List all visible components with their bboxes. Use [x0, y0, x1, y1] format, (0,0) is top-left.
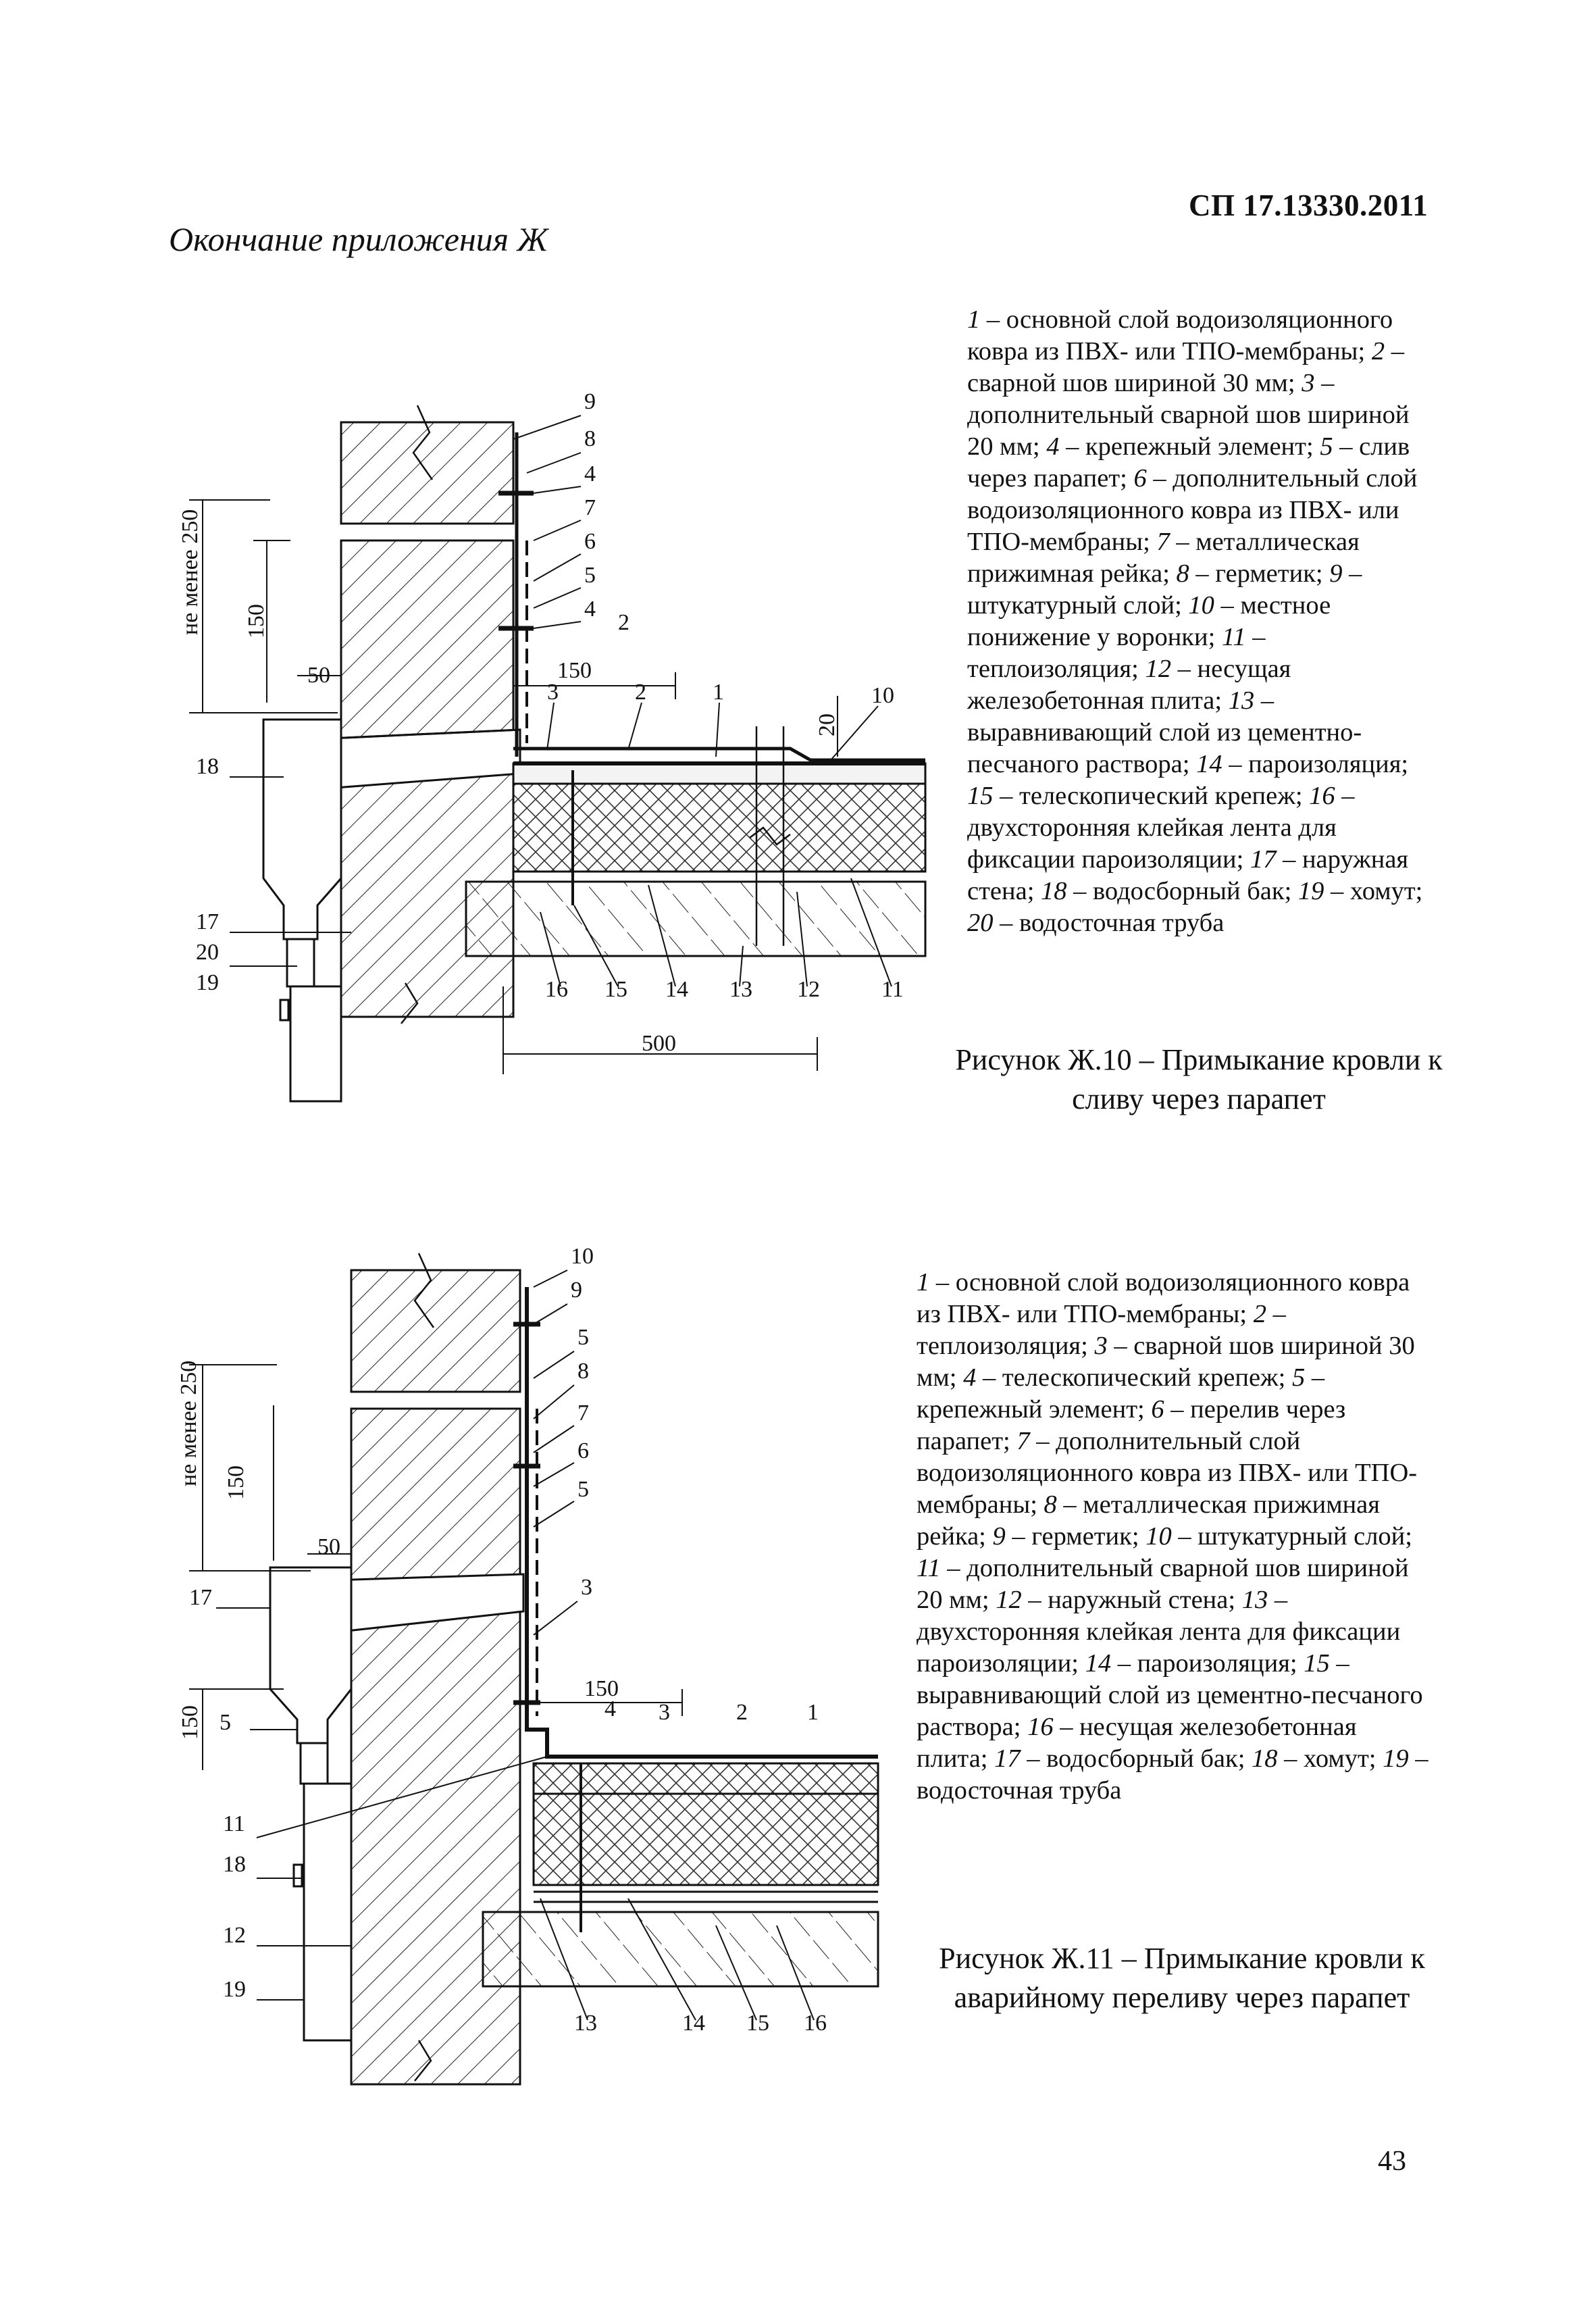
callout: 11	[223, 1811, 245, 1836]
callout: 14	[665, 977, 688, 1002]
callout: 6	[584, 529, 596, 554]
appendix-title: Окончание приложения Ж	[169, 220, 548, 258]
legend-text: – крепежный элемент;	[917, 1363, 1325, 1424]
legend-text: – водосточная труба	[993, 909, 1225, 937]
callout: 19	[223, 1977, 246, 2002]
legend-text: – телескопический крепеж;	[993, 782, 1310, 810]
callout: 13	[574, 2011, 597, 2036]
figure-2-geometry	[270, 1253, 878, 2084]
dim-d500: 500	[642, 1031, 676, 1056]
callout: 19	[196, 970, 219, 995]
legend-number: 11	[1221, 623, 1246, 651]
legend-number: 14	[1196, 750, 1222, 778]
callout: 16	[545, 977, 568, 1002]
legend-text: – местное понижение у воронки;	[967, 591, 1331, 651]
legend-number: 14	[1085, 1649, 1112, 1678]
legend-text: – дополнительный сварной шов шириной 20 мм;	[967, 369, 1410, 461]
legend-text: – штукатурный слой;	[1171, 1522, 1412, 1551]
legend-number: 17	[994, 1744, 1021, 1773]
legend-text: – водосборный бак;	[1020, 1744, 1252, 1773]
legend-text: – пароизоляция;	[1111, 1649, 1304, 1678]
callout: 12	[223, 1923, 246, 1948]
callout: 15	[746, 2011, 769, 2036]
legend-text: – двухсторонняя клейкая лента для фиксации пароизоляции;	[967, 782, 1355, 874]
callout: 4	[584, 597, 596, 622]
legend-text: – хомут;	[1277, 1744, 1383, 1773]
callout: 5	[577, 1325, 589, 1350]
callout: 6	[577, 1438, 589, 1463]
legend-text: – хомут;	[1324, 877, 1423, 905]
legend-text: – водосточная труба	[917, 1744, 1428, 1805]
callout: 18	[196, 754, 219, 779]
legend-number: 4	[1046, 432, 1060, 461]
legend-number: 16	[1027, 1713, 1054, 1741]
callout: 9	[584, 389, 596, 414]
dim-d20: 20	[815, 713, 840, 736]
callout: 20	[196, 940, 219, 965]
legend-number: 3	[1094, 1332, 1108, 1360]
legend-text: – телескопический крепеж;	[976, 1363, 1292, 1392]
figure-2-legend	[917, 1267, 1433, 1807]
dim-d50: 50	[307, 663, 330, 688]
legend-number: 5	[1320, 432, 1333, 461]
legend-number: 11	[917, 1554, 941, 1582]
legend-text: – основной слой водоизоляционного ковра из ПВХ- или ТПО-мембраны;	[917, 1268, 1410, 1328]
legend-number: 12	[1145, 655, 1171, 683]
dim-d50: 50	[317, 1534, 340, 1559]
legend-number: 20	[967, 909, 994, 937]
legend-number: 7	[1156, 528, 1170, 556]
legend-number: 13	[1228, 686, 1255, 715]
legend-text: – дополнительный слой водоизоляционного ковра из ПВХ- или ТПО-мембраны;	[917, 1427, 1418, 1519]
callout: 5	[577, 1477, 589, 1502]
callout: 10	[571, 1244, 594, 1269]
legend-number: 10	[1188, 591, 1214, 620]
legend-number: 16	[1309, 782, 1335, 810]
callout: 8	[584, 426, 596, 451]
legend-number: 18	[1252, 1744, 1278, 1773]
legend-text: – двухсторонняя клейкая лента для фиксации пароизоляции;	[917, 1586, 1401, 1678]
callout: 17	[189, 1585, 212, 1610]
callout: 5	[584, 563, 596, 588]
figure-1-legend	[967, 304, 1426, 939]
legend-number: 12	[996, 1586, 1022, 1614]
legend-number: 6	[1151, 1395, 1164, 1424]
legend-text: – перелив через парапет;	[917, 1395, 1346, 1455]
legend-text: – сварной шов шириной 30 мм;	[967, 337, 1404, 397]
legend-text: – выравнивающий слой из цементно-песчаного раствора;	[967, 686, 1362, 778]
legend-text: – металлическая прижимная рейка;	[917, 1490, 1380, 1551]
callout: 4	[584, 461, 596, 486]
legend-text: – пароизоляция;	[1222, 750, 1409, 778]
callout: 8	[577, 1359, 589, 1384]
dim-d150b: 150	[178, 1705, 203, 1740]
callout: 7	[584, 495, 596, 520]
legend-number: 19	[1297, 877, 1324, 905]
callout: 10	[871, 683, 894, 708]
legend-text: – выравнивающий слой из цементно-песчаного раствора;	[917, 1649, 1423, 1741]
callout: 12	[797, 977, 820, 1002]
callout: 13	[729, 977, 752, 1002]
legend-number: 13	[1241, 1586, 1268, 1614]
callout: 7	[577, 1401, 589, 1426]
legend-text: – крепежный элемент;	[1059, 432, 1320, 461]
legend-text: – несущая железобетонная плита;	[967, 655, 1291, 715]
legend-number: 1	[967, 305, 981, 334]
legend-number: 10	[1145, 1522, 1172, 1551]
legend-number: 2	[1371, 337, 1385, 366]
legend-text: – теплоизоляция;	[967, 623, 1266, 683]
page-number: 43	[1378, 2146, 1406, 2177]
dim-d250: не менее 250	[176, 1360, 201, 1486]
dim-d150c: 150	[584, 1676, 619, 1701]
legend-text: – водосборный бак;	[1066, 877, 1298, 905]
legend-text: – наружная стена;	[967, 845, 1409, 905]
legend-number: 4	[963, 1363, 977, 1392]
document-code: СП 17.13330.2011	[1189, 188, 1428, 222]
dim-d150b: 150	[557, 658, 592, 683]
legend-number: 7	[1016, 1427, 1030, 1455]
legend-number: 1	[917, 1268, 930, 1297]
legend-text: – герметик;	[1005, 1522, 1146, 1551]
legend-text: – металлическая прижимная рейка;	[967, 528, 1360, 588]
callout: 3	[659, 1700, 670, 1725]
callout: 5	[220, 1710, 231, 1735]
legend-number: 2	[1253, 1300, 1266, 1328]
legend-text: – теплоизоляция;	[917, 1300, 1286, 1360]
callout: 14	[682, 2011, 705, 2036]
figure-2-caption: Рисунок Ж.11 – Примыкание кровли к аварийному переливу через парапет	[939, 1942, 1425, 2014]
callout: 3	[547, 680, 559, 705]
callout: 1	[807, 1700, 819, 1725]
legend-text: – несущая железобетонная плита;	[917, 1713, 1357, 1773]
legend-number: 9	[992, 1522, 1006, 1551]
legend-number: 15	[967, 782, 994, 810]
legend-text: – дополнительный слой водоизоляционного ковра из ПВХ- или ТПО-мембраны;	[967, 464, 1418, 556]
legend-text: – дополнительный сварной шов шириной 20 мм;	[917, 1554, 1409, 1614]
legend-text: – сварной шов шириной 30 мм;	[917, 1332, 1415, 1392]
dim-d150: 150	[224, 1465, 249, 1500]
callout: 15	[604, 977, 627, 1002]
callout: 2	[635, 680, 646, 705]
legend-number: 8	[1176, 559, 1189, 588]
callout: 2	[618, 610, 629, 635]
legend-number: 15	[1304, 1649, 1330, 1678]
callout: 3	[581, 1575, 592, 1600]
dim-d250: не менее 250	[178, 509, 203, 635]
callout: 18	[223, 1852, 246, 1877]
callout: 9	[571, 1278, 582, 1303]
callout: 17	[196, 909, 219, 934]
callout: 11	[881, 977, 904, 1002]
legend-number: 6	[1133, 464, 1147, 493]
legend-text: – наружный стена;	[1021, 1586, 1242, 1614]
figure-1-caption: Рисунок Ж.10 – Примыкание кровли к сливу через парапет	[955, 1043, 1443, 1115]
callout: 4	[604, 1696, 616, 1721]
legend-number: 18	[1041, 877, 1067, 905]
legend-number: 3	[1302, 369, 1315, 397]
legend-text: – герметик;	[1189, 559, 1330, 588]
legend-text: – штукатурный слой;	[967, 559, 1362, 620]
legend-text: – основной слой водоизоляционного ковра из ПВХ- или ТПО-мембраны;	[967, 305, 1393, 366]
dim-d150: 150	[244, 604, 269, 638]
legend-number: 19	[1383, 1744, 1409, 1773]
legend-text: – слив через парапет;	[967, 432, 1410, 493]
legend-number: 9	[1329, 559, 1343, 588]
callout: 16	[804, 2011, 827, 2036]
legend-number: 17	[1250, 845, 1277, 874]
legend-number: 5	[1291, 1363, 1306, 1392]
callout: 2	[736, 1700, 748, 1725]
callout: 1	[713, 680, 724, 705]
legend-number: 8	[1044, 1490, 1057, 1519]
